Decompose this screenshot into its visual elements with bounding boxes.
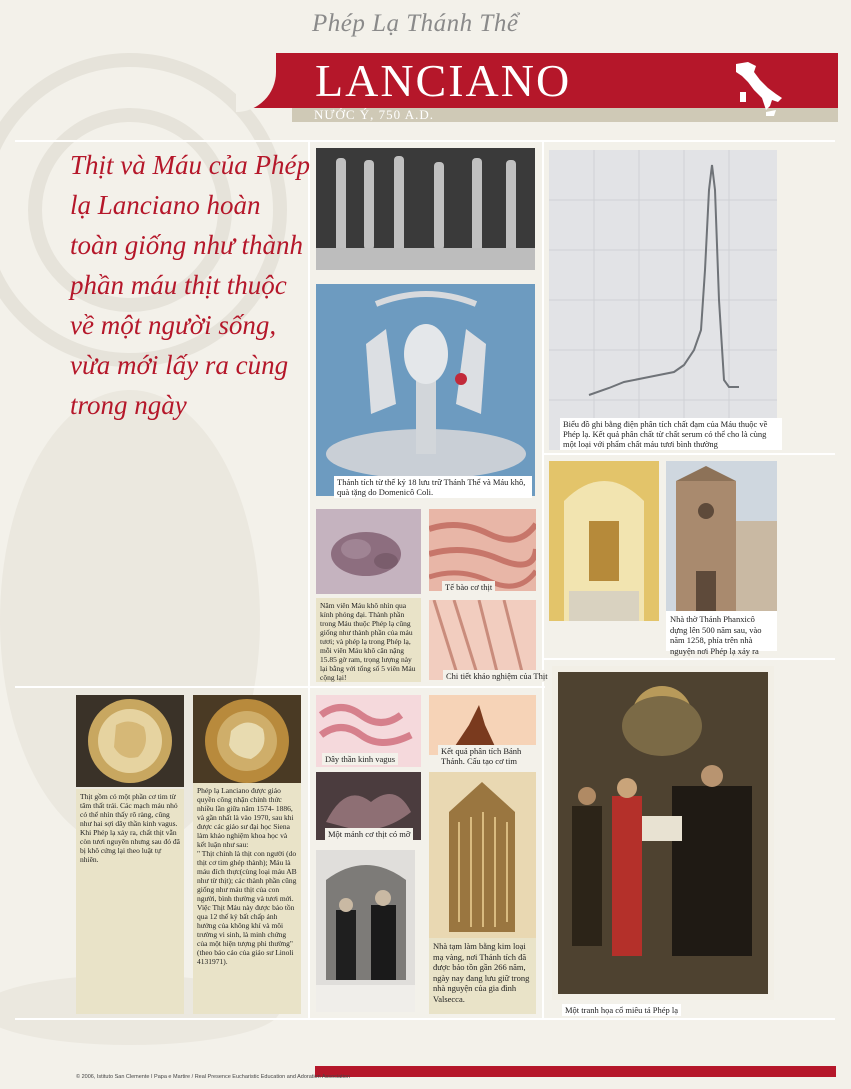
old-container-caption: Nhà tạm làm bằng kim loại mạ vàng, nơi Thánh tích đã được bảo tồn gần 266 năm, ngày nay đang lưu giữ trong nhà nguyện của gia đình Valsecca. xyxy=(429,938,536,1014)
divider-col2 xyxy=(542,140,544,1020)
divider-top xyxy=(15,140,835,142)
church-caption: Nhà thờ Thánh Phanxicô dựng lên 500 năm sau, vào năm 1258, phía trên nhà nguyện nơi Phép lạ xảy ra xyxy=(666,611,777,651)
headline-quote: Thịt và Máu của Phép lạ Lanciano hoàn toàn giống như thành phần máu thịt thuộc về một người sống, vừa mới lấy ra cùng trong ngày xyxy=(70,150,310,420)
divider-right2 xyxy=(542,658,835,660)
heart-cells-photo xyxy=(429,509,536,591)
host-flesh-photo xyxy=(76,695,184,787)
chart-caption: Biểu đồ ghi bằng điện phân tích chất đạm của Máu thuộc về Phép lạ. Kết quả phân chất từ chất serum có thể cho là cùng một loại với phẩm chất máu tươi bình thường xyxy=(560,418,782,450)
divider-right1 xyxy=(542,453,835,455)
page-subtitle: NƯỚC Ý, 750 A.D. xyxy=(314,107,434,122)
study-caption: Phép lạ Lanciano được giáo quyền công nhận chính thức nhiều lần giữa năm 1574- 1886, và gần nhất là vào 1970, sau khi được các giáo sư đại học Siena làm khảo nghiệm khoa học và kết luận như sau: " Thịt chính là thịt con người (do thịt cơ tim ghép thành); Máu là máu đích thực(cùng loại máu AB như từ thịt); các thành phần cũng giống như máu thịt của con người, bình thường và tươi mới. Việc Thịt Máu này được bảo tồn qua 12 thế kỷ bất chấp ảnh hưởng của không khí và môi trường vi sinh, là minh chứng của một hiện tượng phi thường" (theo báo cáo của giáo sư Linoli 4131971). xyxy=(193,783,301,1014)
old-container-photo xyxy=(429,772,536,938)
heart-cells-caption: Tế bào cơ thịt xyxy=(442,581,495,593)
footer-bar xyxy=(315,1066,836,1077)
flesh-detail-photo xyxy=(429,600,536,680)
church-exterior-photo xyxy=(666,461,777,611)
page-supertitle: Phép Lạ Thánh Thể xyxy=(312,10,519,37)
painting-photo xyxy=(552,666,774,1000)
host-flesh-caption: Thịt gồm có một phần cơ tim từ tâm thất trái. Các mạch máu nhỏ có thể nhìn thấy rõ ràng, cũng như hai sợi dây thần kinh vagus. Khi Phép lạ xảy ra, chất thịt vẫn còn tươi nguyên nhưng sau đó đã bị khô cứng lại theo luật tự nhiên. xyxy=(76,789,184,1014)
reliquary-caption: Thánh tích từ thế kỷ 18 lưu trữ Thánh Thể và Máu khô, quà tặng do Domenicô Coli. xyxy=(334,476,532,498)
protein-chart xyxy=(549,150,777,450)
copyright-footer: © 2006, Istituto San Clemente I Papa e Martire / Real Presence Eucharistic Education and Adoration Association xyxy=(76,1074,351,1080)
flesh-detail-caption: Chi tiết khảo nghiệm của Thịt xyxy=(443,670,551,682)
reliquary-photo xyxy=(316,284,535,496)
priests-photo xyxy=(316,850,415,1012)
blood-lumps-photo xyxy=(316,509,421,594)
divider-mid xyxy=(15,686,545,688)
host-analysis-caption: Kết quả phân tích Bánh Thánh. Cấu tạo cơ tim xyxy=(438,745,536,767)
italy-map-icon xyxy=(726,58,786,118)
blood-lumps-caption: Năm viên Máu khô nhìn qua kính phóng đại. Thành phần trong Máu thuộc Phép lạ cũng giống như thành phần của máu tươi; và phép lạ trong Phép lạ, mỗi viên Máu khô cân nặng 15.85 gờ ram, trọng lượng này lại bằng với tổng số 5 viên Máu cộng lại! xyxy=(316,598,421,682)
page-title: LANCIANO xyxy=(315,55,572,106)
church-interior-photo xyxy=(549,461,659,621)
vagus-caption: Dây thần kinh vagus xyxy=(322,753,398,765)
divider-bottom xyxy=(15,1018,835,1020)
muscle-piece-caption: Một mảnh cơ thịt có mỡ xyxy=(325,828,413,840)
painting-caption: Một tranh họa cổ miêu tả Phép lạ xyxy=(562,1004,681,1016)
test-tubes-photo xyxy=(316,148,535,270)
host-reliquary-photo xyxy=(193,695,301,787)
